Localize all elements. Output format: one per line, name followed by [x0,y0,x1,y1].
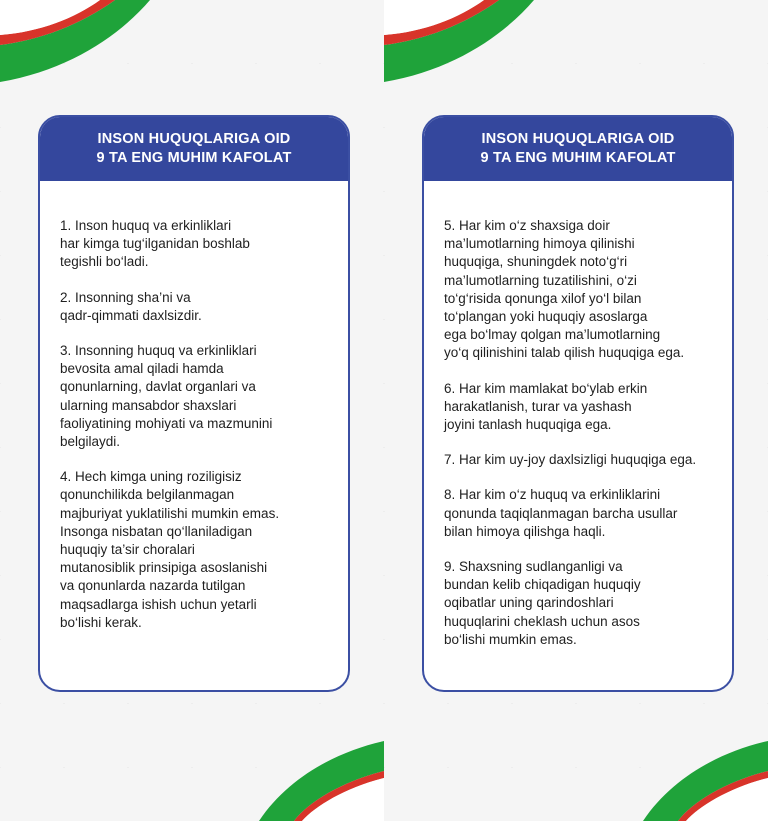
item-line: huquqiy ta’sir choralari [60,542,195,558]
item-line: to‘g‘risida qonunga xilof yo‘l bilan [444,290,642,306]
item-line: har kimga tug‘ilganidan boshlab [60,236,250,252]
item-line: Insonga nisbatan qo‘llaniladigan [60,523,253,539]
item-line: oqibatlar uning qarindoshlari [444,595,614,611]
guarantee-item-7 [444,451,712,469]
item-line: 9. Shaxsning sudlanganligi va [444,559,623,575]
item-line: bilan himoya qilishga haqli. [444,523,606,539]
guarantee-item-8 [444,486,712,541]
guarantee-item-2 [60,289,328,325]
item-line: qonunda taqiqlanmagan barcha usullar [444,505,678,521]
item-line: 6. Har kim mamlakat bo‘ylab erkin [444,380,648,396]
flag-ribbon-top-left [384,0,534,90]
item-line: va qonunlarda nazarda tutilgan [60,578,246,594]
item-line: majburiyat yuklatilishi mumkin emas. [60,505,280,521]
guarantee-item-6 [444,380,712,435]
card-title [40,117,348,181]
item-line: 7. Har kim uy-joy daxlsizligi huquqiga ega. [444,452,697,468]
card-title-line-2: 9 TA ENG MUHIM KAFOLAT [480,150,676,166]
item-line: 1. Inson huquq va erkinliklari [60,218,232,233]
card-title-line-2: 9 TA ENG MUHIM KAFOLAT [96,150,292,166]
guarantee-item-3 [60,342,328,451]
item-line: bo‘lishi kerak. [60,614,142,630]
item-line: qonunlarning, davlat organlari va [60,379,256,395]
item-line: bo‘lishi mumkin emas. [444,631,577,647]
guarantees-card-left [38,115,350,692]
item-line: joyini tanlash huquqiga ega. [444,417,612,433]
card-title [424,117,732,181]
item-line: huquqiga, shuningdek noto‘g‘ri [444,254,628,270]
item-line: to‘plangan yoki huquqiy asoslarga [444,309,648,325]
item-line: yo‘q qilinishini talab qilish huquqiga ega. [444,345,685,361]
item-line: qadr-qimmati daxlsizdir. [60,307,202,323]
flag-ribbon-top-left [0,0,150,90]
item-line: ma’lumotlarning tuzatilishini, o‘zi [444,272,637,288]
item-line: qonunchilikda belgilanmagan [60,487,235,503]
guarantee-item-9 [444,558,712,649]
item-line: 2. Insonning sha’ni va [60,289,191,305]
item-line: maqsadlarga ishish uchun yetarli [60,596,257,612]
item-line: harakatlanish, turar va yashash [444,398,632,414]
item-line: bevosita amal qiladi hamda [60,361,224,377]
item-line: 5. Har kim o‘z shaxsiga doir [444,218,610,233]
item-line: tegishli bo‘ladi. [60,254,149,270]
item-line: ma’lumotlarning himoya qilinishi [444,236,635,252]
item-line: 4. Hech kimga uning roziligisiz [60,469,242,485]
guarantees-list [40,181,348,632]
right-panel [384,0,768,821]
item-line: huquqlarini cheklash uchun asos [444,613,640,629]
card-title-line-1: INSON HUQUQLARIGA OID [481,131,675,147]
guarantee-item-5 [444,217,712,363]
item-line: ularning mansabdor shaxslari [60,397,237,413]
item-line: 8. Har kim o‘z huquq va erkinliklarini [444,487,661,503]
item-line: mutanosiblik prinsipiga asoslanishi [60,560,268,576]
item-line: ega bo‘lmay qolgan ma’lumotlarning [444,327,661,343]
item-line: belgilaydi. [60,434,121,450]
flag-ribbon-bottom-right [249,726,384,821]
guarantees-card-right [422,115,734,692]
item-line: faoliyatining mohiyati va mazmunini [60,415,273,431]
guarantee-item-1 [60,217,328,272]
guarantees-list [424,181,732,649]
flag-ribbon-bottom-right [633,726,768,821]
item-line: bundan kelib chiqadigan huquqiy [444,577,641,593]
item-line: 3. Insonning huquq va erkinliklari [60,343,257,359]
card-title-line-1: INSON HUQUQLARIGA OID [97,131,291,147]
guarantee-item-4 [60,468,328,632]
